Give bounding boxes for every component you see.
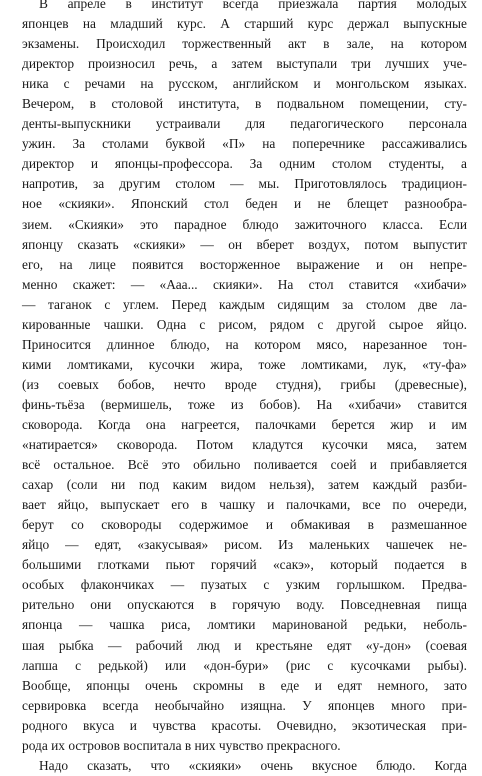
text-line: японцу сказать «скияки» — он вберет воздух, потом выпустит — [22, 236, 467, 252]
text-line: вает яйцо, выпускает его в чашку и палочками, все по очереди, — [22, 497, 467, 513]
text-line: ное «скияки». Японский стол беден и не блещет разнообра- — [22, 196, 467, 212]
text-line: Надо сказать, что «скияки» очень вкусное блюдо. Когда — [39, 757, 467, 773]
text-line: В апреле в институт всегда приезжала партия молодых — [39, 0, 467, 11]
text-line: менно скажет: — «Ааа... скияки». На стол ставится «хибачи» — [22, 276, 467, 292]
text-line: финь-тьёза (вермишель, тоже из бобов). На «хибачи» ставится — [22, 396, 467, 412]
text-block — [22, 0, 467, 776]
text-line: экзамены. Происходил торжественный акт в зале, на котором — [22, 36, 467, 52]
text-line: японцев на младший курс. А старший курс держал выпускные — [22, 16, 467, 32]
text-line: японца — чашка риса, ломтики маринованой редьки, неболь- — [22, 617, 467, 633]
text-line: берут со сковороды содержимое и обмакивая в размешанное — [22, 517, 467, 533]
text-line: шая рыбка — рабочий люд и крестьяне едят «у-дон» (соевая — [22, 637, 467, 653]
text-line: его, на лице появится восторженное выражение и он непре- — [22, 256, 467, 272]
text-line: кими ломтиками, кусочки жира, тоже ломтиками, лук, «ту-фа» — [22, 356, 467, 372]
text-line: сахар (соли ни под каким видом нельзя), затем каждый разби- — [22, 477, 467, 493]
text-line: всё остальное. Всё это обильно поливается соей и прибавляется — [22, 457, 467, 473]
text-line: ника с речами на русском, английском и монгольском языках. — [22, 76, 467, 92]
text-line: Приносится длинное блюдо, на котором мясо, нарезанное тон- — [22, 336, 467, 352]
text-line: яйцо — едят, «закусывая» рисом. Из маленьких чашечек не- — [22, 537, 467, 553]
text-line: кированные чашки. Одна с рисом, рядом с другой сырое яйцо. — [22, 316, 467, 332]
text-line: — таганок с углем. Перед каждым сидящим за столом две ла- — [22, 296, 467, 312]
text-line: сервировка всегда необычайно изящна. У японцев много при- — [22, 697, 467, 713]
text-line: Вообще, японцы очень скромны в еде и едят немного, зато — [22, 677, 467, 693]
text-line: родного вкуса и чувства красоты. Очевидно, экзотическая при- — [22, 717, 467, 733]
text-line: сковорода. Когда она нагреется, палочками берется жир и им — [22, 416, 467, 432]
text-line: большими глотками пьют горячий «сакэ», который подается в — [22, 557, 467, 573]
text-line: лапша с редькой) или «дон-бури» (рис с кусочками рыбы). — [22, 657, 467, 673]
text-line: зием. «Скияки» это парадное блюдо зажиточного класса. Если — [22, 216, 467, 232]
text-line: рода их островов воспитала в них чувство прекрасного. — [22, 737, 341, 753]
text-line: «натирается» сковорода. Потом кладутся кусочки мяса, затем — [22, 437, 467, 453]
text-line: ужин. За столами буквой «П» на поперечнике рассаживались — [22, 136, 467, 152]
text-line: рительно они опускаются в горячую воду. Повседневная пища — [22, 597, 467, 613]
text-line: Вечером, в столовой института, в подвальном помещении, сту- — [22, 96, 467, 112]
text-line: директор и японцы-профессора. За одним столом студенты, а — [22, 156, 467, 172]
text-line: особых флакончиках — пузатых с узким горлышком. Предва- — [22, 577, 467, 593]
text-line: напротив, за другим столом — мы. Приготовлялось традицион- — [22, 176, 467, 192]
text-line: денты-выпускники устраивали для педагогического персонала — [22, 116, 467, 132]
text-line: (из соевых бобов, нечто вроде студня), грибы (древесные), — [22, 376, 467, 392]
text-line: директор произносил речь, а затем выступали три лучших уче- — [22, 56, 467, 72]
